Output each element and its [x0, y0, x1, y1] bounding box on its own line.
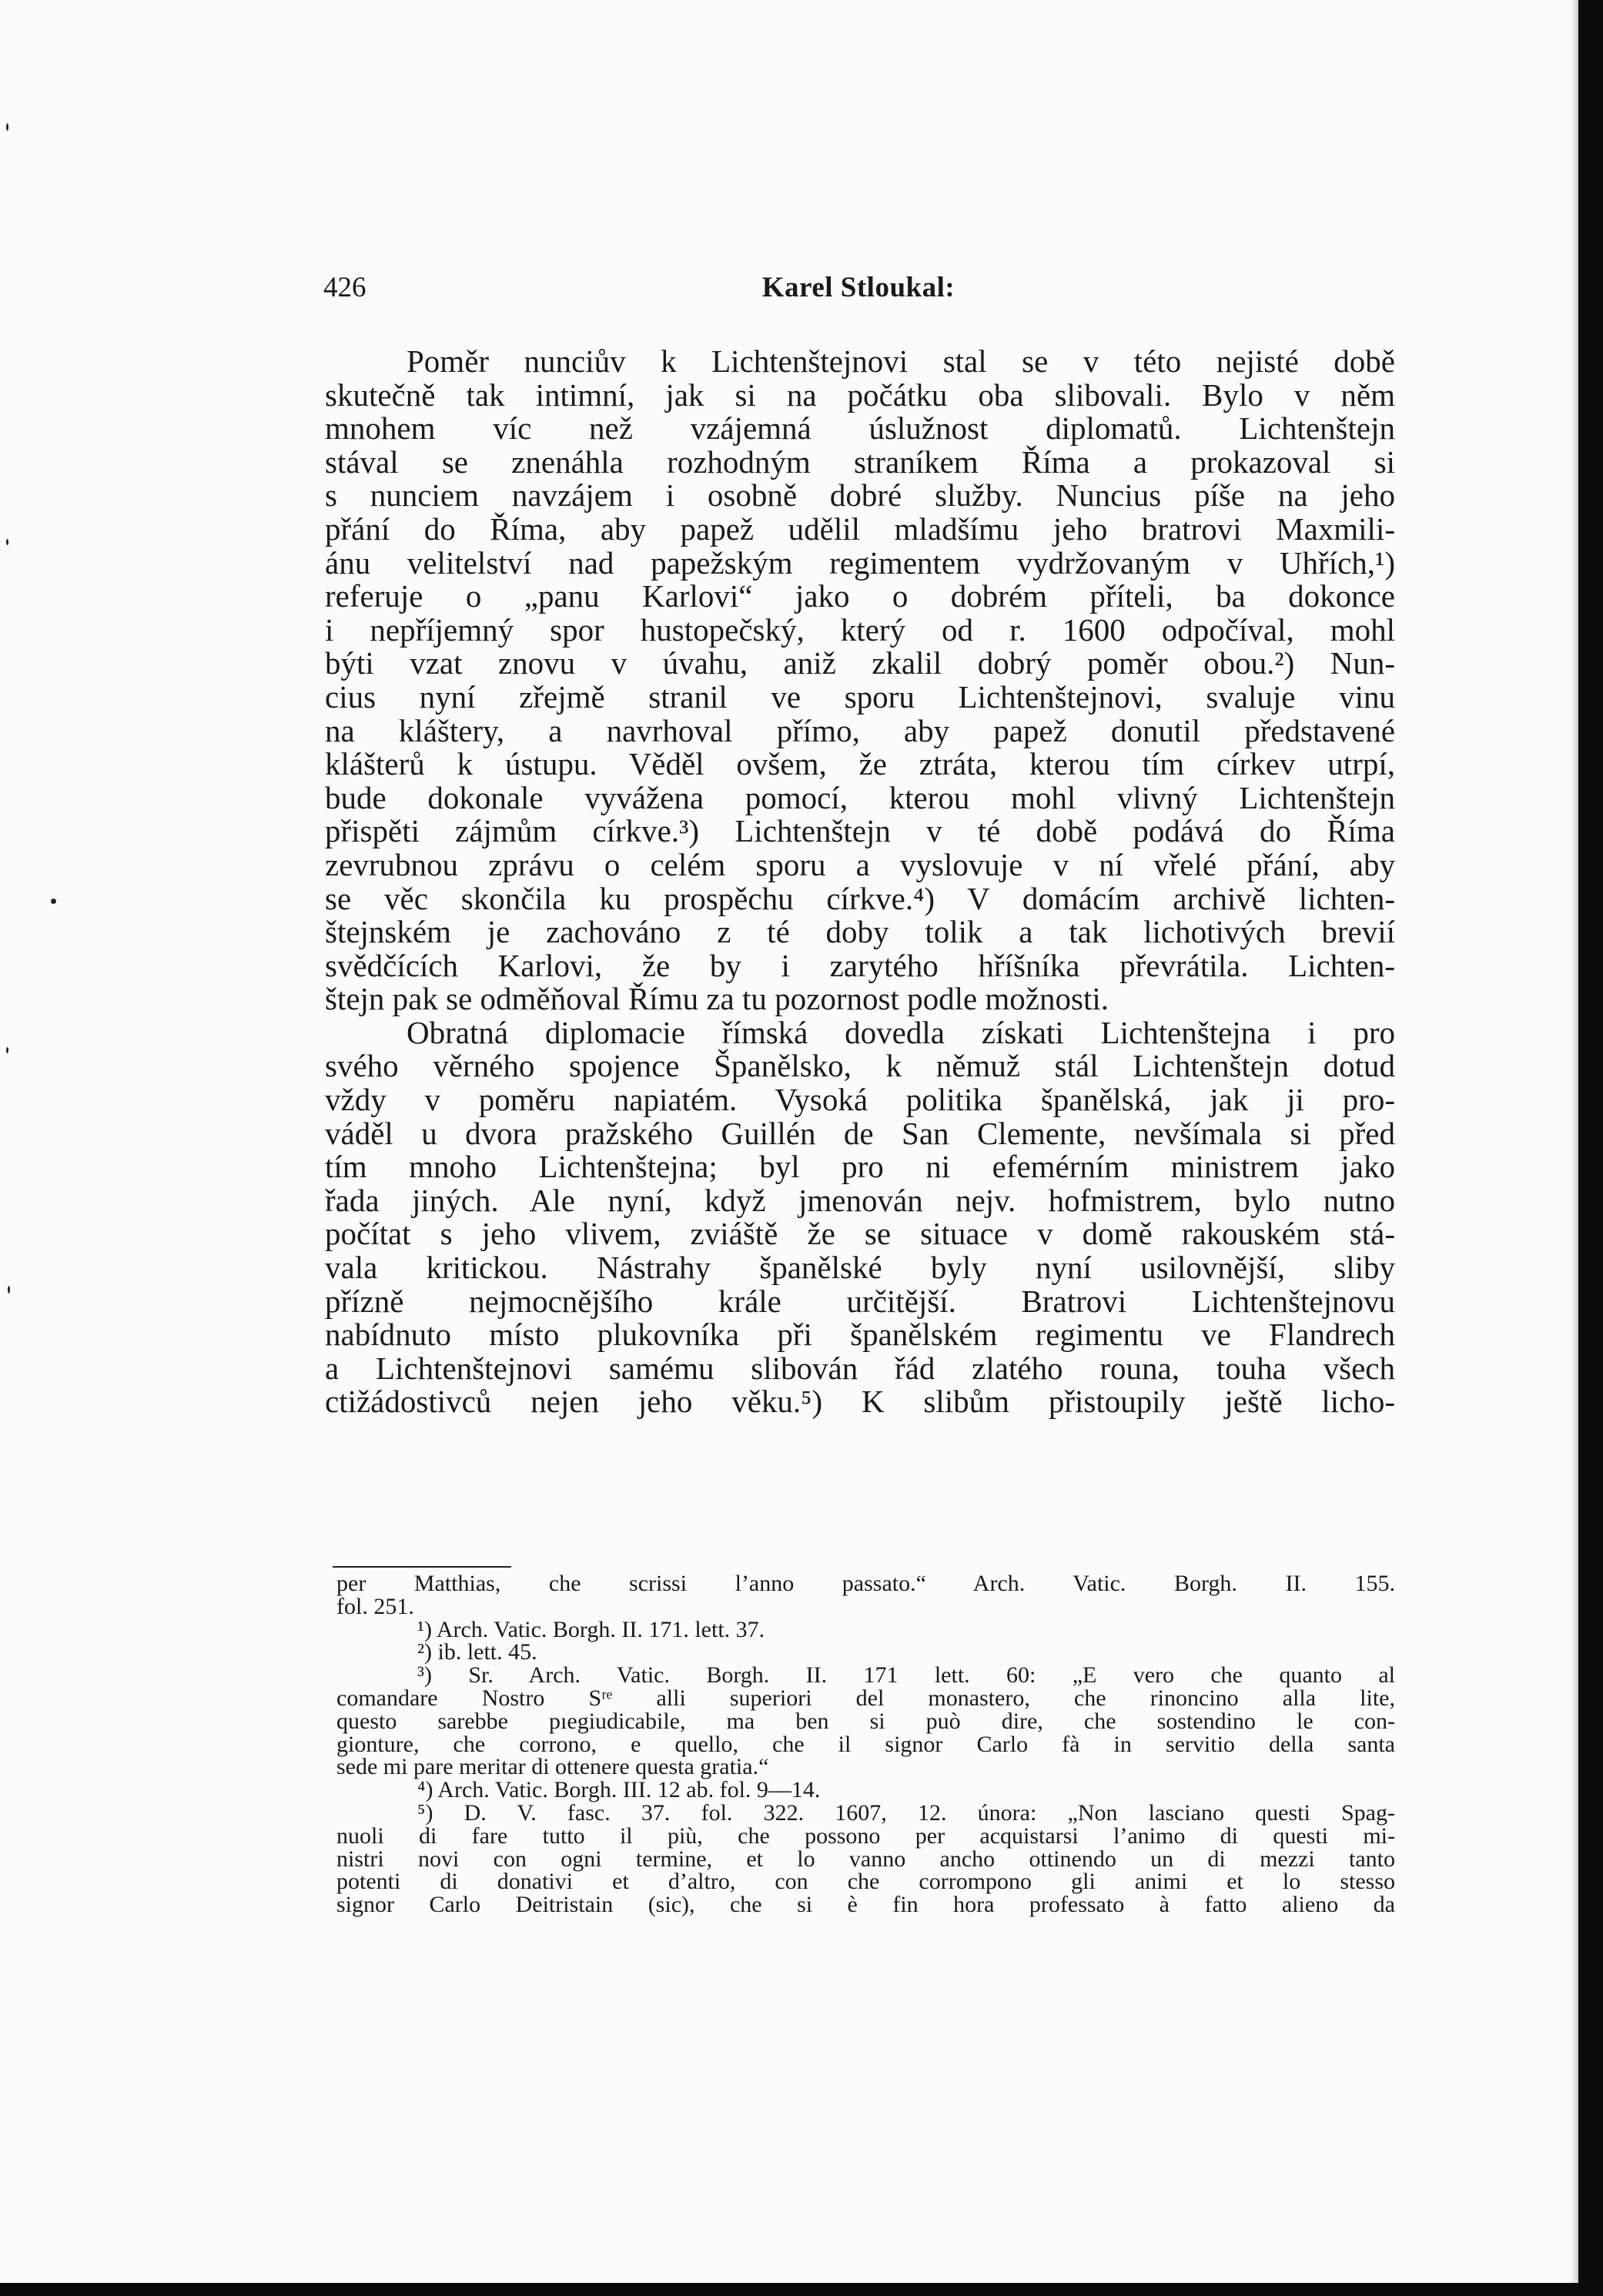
body-line: s nunciem navzájem i osobně dobré služby. Nuncius píše na jeho	[325, 477, 1395, 514]
page-number: 426	[323, 272, 366, 303]
body-line: vala kritickou. Nástrahy španělské byly nyní usilovnější, sliby	[325, 1250, 1395, 1286]
footnote-line: ²) ib. lett. 45.	[417, 1639, 537, 1665]
footnote-line: ¹) Arch. Vatic. Borgh. II. 171. lett. 37.	[417, 1616, 765, 1642]
page-edge-shadow	[1571, 0, 1578, 2283]
body-line: stával se znenáhla rozhodným straníkem Říma a prokazoval si	[325, 443, 1395, 480]
body-line: býti vzat znovu v úvahu, aniž zkalil dobrý poměr obou.²) Nun-	[325, 645, 1395, 681]
body-line: řada jiných. Ale nyní, když jmenován nejv. hofmistrem, bylo nutno	[325, 1182, 1395, 1218]
body-line: bude dokonale vyvážena pomocí, kterou mohl vlivný Lichtenštejn	[325, 779, 1395, 815]
footnote-line: nistri novi con ogni termine, et lo vanno ancho ottinendo un di mezzi tanto	[336, 1846, 1395, 1872]
body-line: vždy v poměru napiatém. Vysoká politika španělská, jak ji pro-	[325, 1082, 1395, 1118]
body-line: tím mnoho Lichtenštejna; byl pro ni efemérním ministrem jako	[325, 1149, 1395, 1185]
body-line: ctižádostivců nejen jeho věku.⁵) K slibům přistoupily ještě licho-	[325, 1384, 1395, 1420]
footnote-separator	[333, 1566, 511, 1568]
body-line: nabídnuto místo plukovníka při španělském regimentu ve Flandrech	[325, 1317, 1395, 1353]
scan-speck	[6, 123, 8, 131]
body-line: zevrubnou zprávu o celém sporu a vyslovuje v ní vřelé přání, aby	[325, 846, 1395, 882]
body-line: Obratná diplomacie římská dovedla získati Lichtenštejna i pro	[407, 1014, 1395, 1050]
running-head: Karel Stloukal:	[761, 272, 955, 303]
page-header	[323, 271, 1394, 310]
footnote-line: sede mi pare meritar di ottenere questa gratia.“	[336, 1754, 769, 1780]
footnote-line: ⁵) D. V. fasc. 37. fol. 322. 1607, 12. února: „Non lasciano questi Spag-	[417, 1799, 1395, 1826]
footnote-line: potenti di donativi et d’altro, con che corrompono gli animi et lo stesso	[336, 1869, 1395, 1895]
body-line: ánu velitelství nad papežským regimentem vydržovaným v Uhřích,¹)	[325, 544, 1395, 581]
body-line: svědčících Karlovi, že by i zarytého hříšníka převrátila. Lichten-	[325, 947, 1395, 983]
body-text	[325, 345, 1395, 1419]
body-line: i nepříjemný spor hustopečský, který od r. 1600 odpočíval, mohl	[325, 611, 1395, 648]
body-line: cius nyní zřejmě stranil ve sporu Lichtenštejnovi, svaluje vinu	[325, 678, 1395, 715]
body-line: štejnském je zachováno z té doby tolik a tak lichotivých brevií	[325, 914, 1395, 950]
footnote-line: gionture, che corrono, e quello, che il signor Carlo fà in servitio della santa	[336, 1731, 1395, 1757]
body-line: Poměr nunciův k Lichtenštejnovi stal se v této nejisté době	[407, 343, 1395, 379]
footnotes	[336, 1572, 1395, 1916]
body-line: se věc skončila ku prospěchu církve.⁴) V domácím archivě lichten-	[325, 880, 1395, 916]
footnote-line: nuoli di fare tutto il più, che possono per acquistarsi l’animo di questi mi-	[336, 1822, 1395, 1849]
body-line: skutečně tak intimní, jak si na počátku oba slibovali. Bylo v něm	[325, 377, 1395, 413]
body-line: váděl u dvora pražského Guillén de San Clemente, nevšímala si před	[325, 1115, 1395, 1151]
footnote-line: per Matthias, che scrissi l’anno passato.“ Arch. Vatic. Borgh. II. 155.	[336, 1571, 1395, 1596]
body-line: přání do Říma, aby papež udělil mladšímu jeho bratrovi Maxmili-	[325, 510, 1395, 547]
body-line: na kláštery, a navrhoval přímo, aby papež donutil představené	[325, 712, 1395, 748]
scan-speck	[6, 1047, 8, 1053]
body-line: mnohem víc než vzájemná úslužnost diplomatů. Lichtenštejn	[325, 410, 1395, 447]
body-line: přispěti zájmům církve.³) Lichtenštejn v té době podává do Říma	[325, 813, 1395, 849]
scan-speck	[6, 539, 8, 545]
body-line: počítat s jeho vlivem, zviáště že se situace v domě rakouském stá-	[325, 1216, 1395, 1252]
footnote-line: ³) Sr. Arch. Vatic. Borgh. II. 171 lett. 60: „E vero che quanto al	[417, 1662, 1395, 1689]
footnote-line: comandare Nostro Sʳᵉ alli superiori del monastero, che rinoncino alla lite,	[336, 1685, 1395, 1711]
body-line: a Lichtenštejnovi samému slibován řád zlatého rouna, touha všech	[325, 1350, 1395, 1386]
footnote-line: ⁴) Arch. Vatic. Borgh. III. 12 ab. fol. 9—14.	[417, 1777, 821, 1803]
body-line: přízně nejmocnějšího krále určitější. Bratrovi Lichtenštejnovu	[325, 1283, 1395, 1319]
body-line: klášterů k ústupu. Věděl ovšem, že ztráta, kterou tím církev utrpí,	[325, 746, 1395, 782]
scan-speck	[8, 1286, 10, 1294]
footnote-line: fol. 251.	[336, 1593, 414, 1619]
body-line: svého věrného spojence Španělsko, k němuž stál Lichtenštejn dotud	[325, 1048, 1395, 1084]
body-line: štejn pak se odměňoval Římu za tu pozornost podle možnosti.	[325, 981, 1109, 1017]
footnote-line: signor Carlo Deitristain (sic), che si è fin hora professato à fatto alieno da	[336, 1892, 1395, 1918]
scan-speck	[51, 899, 56, 904]
body-line: referuje o „panu Karlovi“ jako o dobrém příteli, ba dokonce	[325, 578, 1395, 614]
footnote-line: questo sarebbe pıegiudicabile, ma ben si può dire, che sostendino le con-	[336, 1708, 1395, 1734]
